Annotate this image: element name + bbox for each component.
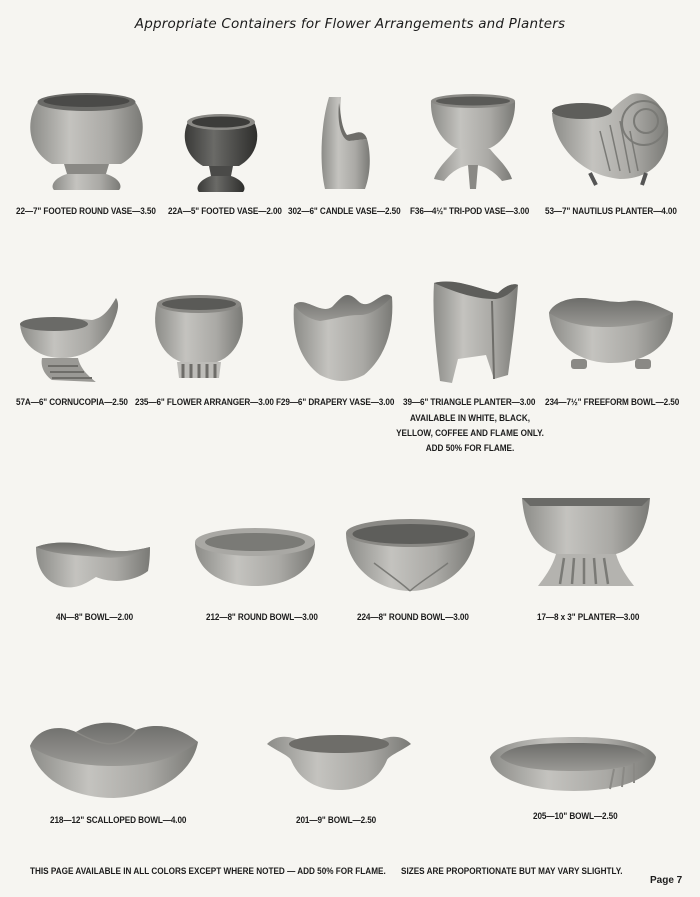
footed-vase-image [181,110,261,194]
triangle-planter-image [428,275,520,387]
flower-arranger-image [153,292,245,383]
item-caption: 22—7" FOOTED ROUND VASE—3.50 [16,206,156,217]
freeform-bowl-image [547,293,675,375]
item-caption: F29—6" DRAPERY VASE—3.00 [276,397,395,408]
round-bowl-212-image [193,520,317,590]
candle-vase-image [315,93,373,193]
item-caption: 201—9" BOWL—2.50 [296,815,377,826]
drapery-vase-image [290,285,396,385]
nautilus-planter-image [550,85,675,190]
item-caption: 212—8" ROUND BOWL—3.00 [206,612,318,623]
footer-colors-note: THIS PAGE AVAILABLE IN ALL COLORS EXCEPT WHERE NOTED — ADD 50% FOR FLAME. [30,866,386,877]
item-caption: 53—7" NAUTILUS PLANTER—4.00 [545,206,677,217]
item-caption: 17—8 x 3" PLANTER—3.00 [537,612,640,623]
round-bowl-224-image [344,515,477,593]
note-line: AVAILABLE IN WHITE, BLACK, [410,413,530,424]
item-caption: 57A—6" CORNUCOPIA—2.50 [16,397,128,408]
footer-sizes-note: SIZES ARE PROPORTIONATE BUT MAY VARY SLIGHTLY. [401,866,623,877]
bowl-201-image [265,730,413,792]
bowl-4n-image [34,537,152,595]
item-caption: 205—10" BOWL—2.50 [533,811,618,822]
planter-17-image [520,492,652,590]
tri-pod-vase-image [428,93,518,191]
triangle-planter-note [393,411,548,456]
item-caption: 224—8" ROUND BOWL—3.00 [357,612,469,623]
item-caption: 234—7½" FREEFORM BOWL—2.50 [545,397,680,408]
item-caption: 4N—8" BOWL—2.00 [56,612,134,623]
item-caption: 235—6" FLOWER ARRANGER—3.00 [135,397,274,408]
item-caption: 302—6" CANDLE VASE—2.50 [288,206,401,217]
footed-round-vase-image [24,88,149,193]
item-caption: 39—6" TRIANGLE PLANTER—3.00 [403,397,536,408]
item-caption: F36—4½" TRI-POD VASE—3.00 [410,206,530,217]
cornucopia-image [18,296,124,388]
scalloped-bowl-image [28,718,200,800]
page-number: Page 7 [650,875,683,886]
item-caption: 22A—5" FOOTED VASE—2.00 [168,206,282,217]
bowl-205-image [488,735,658,793]
item-caption: 218—12" SCALLOPED BOWL—4.00 [50,815,187,826]
note-line: ADD 50% FOR FLAME. [425,443,515,454]
page-title: Appropriate Containers for Flower Arrangements and Planters [134,16,566,32]
note-line: YELLOW, COFFEE AND FLAME ONLY. [396,428,544,439]
